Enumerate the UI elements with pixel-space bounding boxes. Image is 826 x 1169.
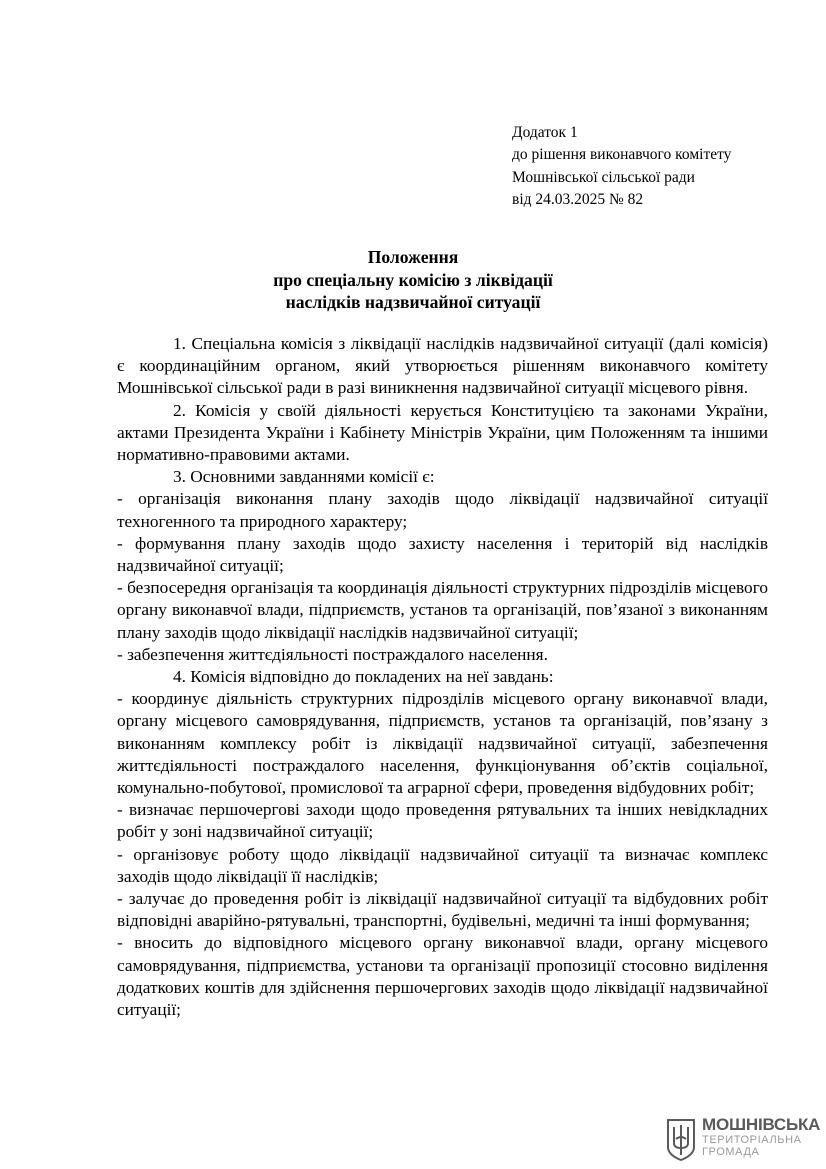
paragraph-2: 2. Комісія у своїй діяльності керується Конституцією та законами України, актами Президента України і Кабінету Міністрів України, цим Положенням та іншими нормативно-правовими актами. (117, 400, 768, 465)
addendum-line-2: до рішення виконавчого комітету (512, 146, 732, 164)
paragraph-1: 1. Спеціальна комісія з ліквідації наслідків надзвичайної ситуації (далі комісія) є координаційним органом, який утворюється рішенням виконавчого комітету Мошнівської сільської ради в разі виникнення надзвичайної ситуації місцевого рівня. (117, 334, 768, 398)
addendum-line-1: Додаток 1 (512, 124, 578, 141)
addendum-line-4: від 24.03.2025 № 82 (512, 190, 644, 208)
paragraph-4: 4. Комісія відповідно до покладених на неї завдань: (173, 667, 554, 687)
title-line-3: наслідків надзвичайної ситуації (285, 292, 541, 312)
trident-emblem-icon (666, 1117, 696, 1161)
function-item-3: - організовує роботу щодо ліквідації надзвичайної ситуації та визначає комплекс заходів щодо ліквідації її наслідків; (117, 844, 768, 886)
logo-subtitle-2: ГРОМАДА (702, 1146, 760, 1158)
function-item-5: - вносить до відповідного місцевого органу виконавчої влади, органу місцевого самоврядування, підприємства, установи та організації пропозиції стосовно виділення додаткових коштів для здійснення першочергових заходів щодо ліквідації надзвичайної ситуації; (117, 933, 768, 1020)
community-logo (666, 1115, 821, 1163)
addendum-block (512, 122, 731, 211)
document-title (0, 246, 826, 314)
title-line-2: про спеціальну комісію з ліквідації (273, 269, 553, 290)
function-item-2: - визначає першочергові заходи щодо проведення рятувальних та інших невідкладних робіт у зоні надзвичайної ситуації; (117, 800, 768, 842)
task-item-1: - організація виконання плану заходів щодо ліквідації надзвичайної ситуації техногенного та природного характеру; (117, 489, 768, 531)
logo-subtitle-1: ТЕРИТОРІАЛЬНА (702, 1134, 802, 1146)
paragraph-3: 3. Основними завданнями комісії є: (173, 467, 435, 487)
function-item-4: - залучає до проведення робіт із ліквідації надзвичайної ситуації та відбудовних робіт відповідні аварійно-рятувальні, транспортні, будівельні, медичні та інші формування; (117, 889, 768, 931)
task-item-3: - безпосередня організація та координація діяльності структурних підрозділів місцевого органу виконавчої влади, підприємств, установ та організацій, пов’язаної з виконанням плану заходів щодо ліквідації наслідків надзвичайної ситуації; (117, 578, 768, 642)
function-item-1: - координує діяльність структурних підрозділів місцевого органу виконавчої влади, органу місцевого самоврядування, підприємств, установ та організацій, пов’язану з виконанням комплексу робіт із ліквідації надзвичайної ситуації, забезпечення життєдіяльності постраждалого населення, функціонування об’єктів соціальної, комунально-побутової, промислової та аграрної сфери, проведення відбудовних робіт; (117, 689, 768, 798)
task-item-2: - формування плану заходів щодо захисту населення і територій від наслідків надзвичайної ситуації; (117, 533, 768, 576)
addendum-line-3: Мошнівської сільської ради (512, 168, 695, 186)
document-body (117, 333, 768, 1021)
title-line-1: Положення (367, 247, 459, 267)
logo-title: МОШНІВСЬКА (702, 1115, 821, 1134)
task-item-4: - забезпечення життєдіяльності постраждалого населення. (117, 644, 548, 664)
